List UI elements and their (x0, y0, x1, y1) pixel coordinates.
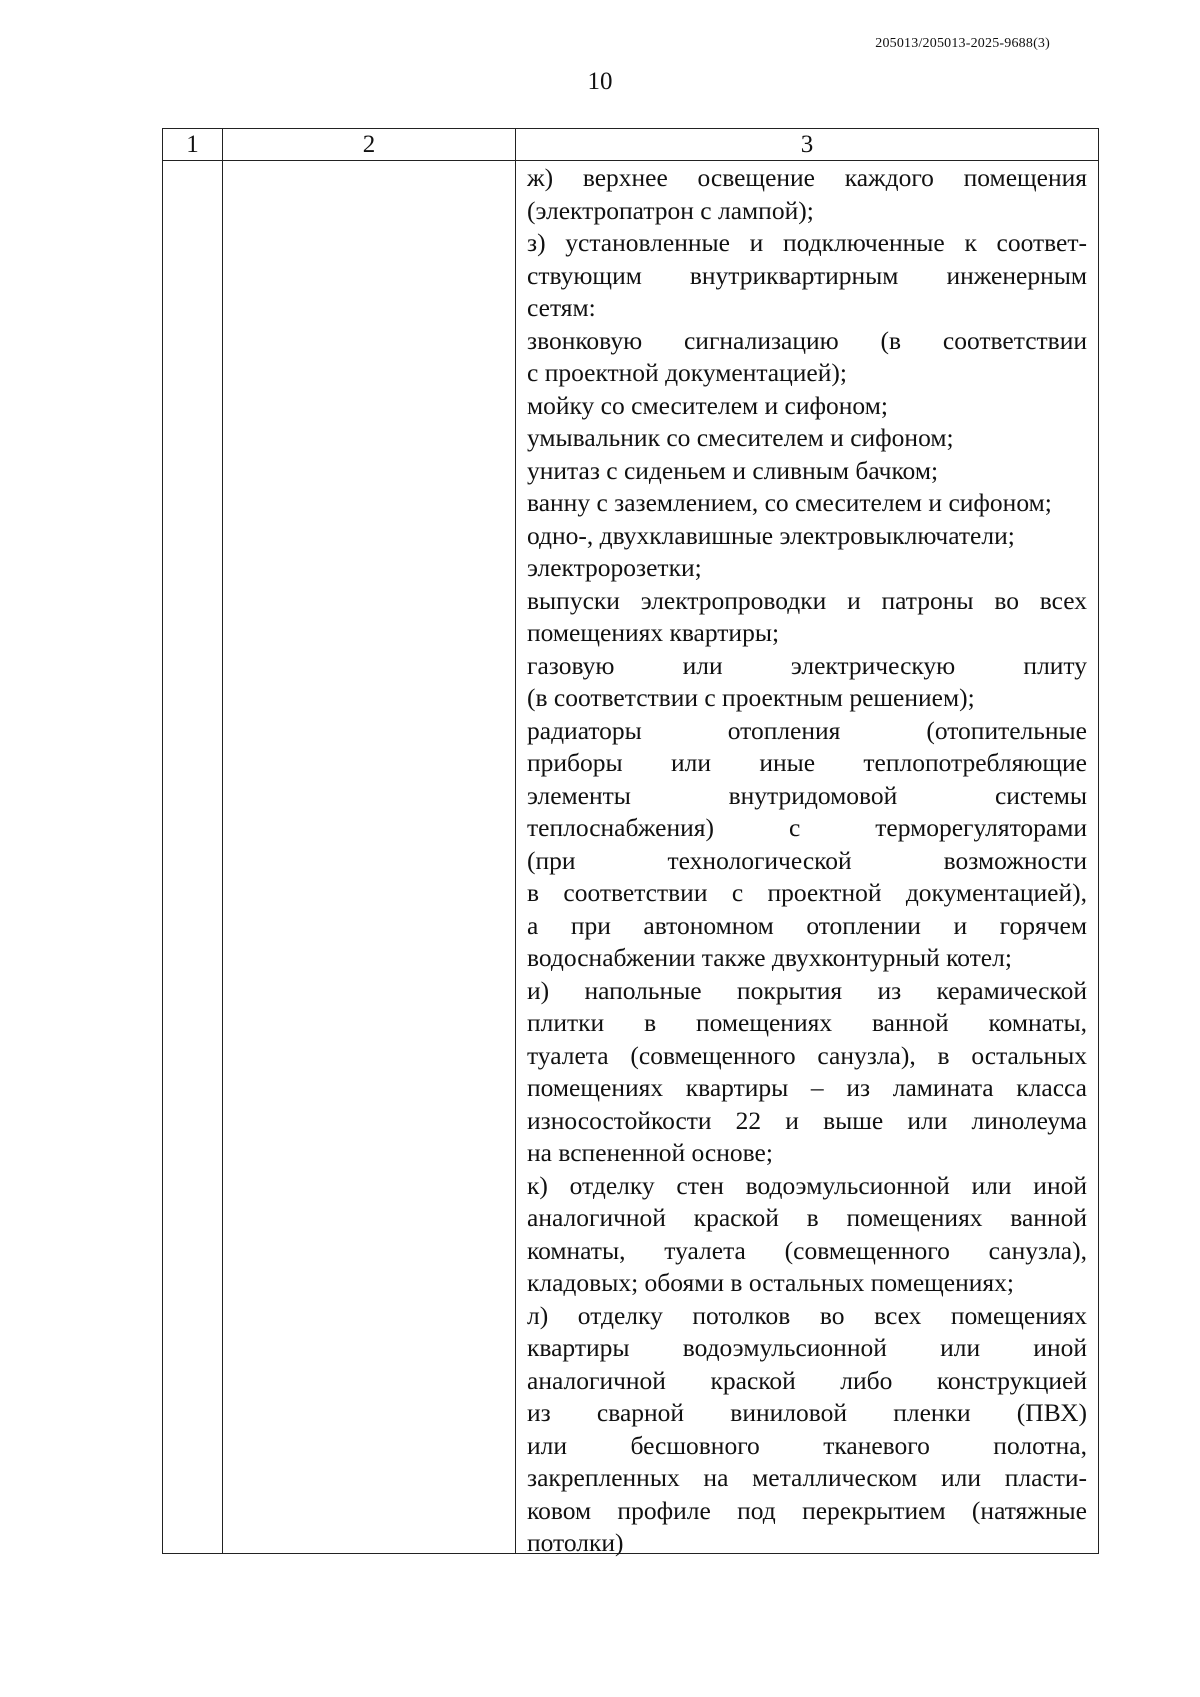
col3-line: радиаторы отопления (отопительные (527, 715, 1087, 745)
col3-line: комнаты, туалета (совмещенного санузла), (527, 1235, 1087, 1265)
col3-line: плитки в помещениях ванной комнаты, (527, 1008, 1087, 1037)
col3-line: элементы внутридомовой системы (527, 780, 1087, 810)
header-col-1: 1 (186, 131, 199, 158)
col3-line: унитаз с сиденьем и сливным бачком; (527, 455, 939, 485)
col3-line: аналогичной краской в помещениях ванной (527, 1203, 1087, 1232)
col3-line: к) отделку стен водоэмульсионной или иной (527, 1170, 1087, 1200)
col3-line: аналогичной краской либо конструкцией (527, 1365, 1087, 1395)
col3-line: квартиры водоэмульсионной или иной (527, 1333, 1087, 1362)
col3-line: з) установленные и подключенные к соответ- (527, 228, 1087, 257)
header-col-2: 2 (362, 131, 376, 158)
col3-line: в соответствии с проектной документацией), (527, 878, 1087, 907)
requirements-table (162, 128, 1099, 1557)
col3-line: потолки) (527, 1528, 624, 1557)
col3-line: одно-, двухклавишные электровыключатели; (527, 520, 1015, 550)
header-col-3: 3 (800, 131, 814, 158)
col3-line: приборы или иные теплопотребляющие (527, 748, 1087, 777)
col3-line: из сварной виниловой пленки (ПВХ) (527, 1398, 1087, 1427)
col3-line: выпуски электропроводки и патроны во всех (527, 585, 1087, 615)
col3-line: закрепленных на металлическом или пласти- (527, 1463, 1087, 1492)
col3-line: а при автономном отоплении и горячем (527, 910, 1087, 940)
col3-line: и) напольные покрытия из керамической (527, 975, 1087, 1005)
col3-line: на вспененной основе; (527, 1138, 773, 1167)
col3-line: помещениях квартиры; (527, 618, 780, 647)
col3-line: теплоснабжения) с терморегуляторами (527, 813, 1087, 842)
col3-line: электророзетки; (527, 553, 702, 582)
col3-line: ковом профиле под перекрытием (натяжные (527, 1495, 1087, 1525)
col3-line: водоснабжении также двухконтурный котел; (527, 943, 1012, 972)
col3-line: ствующим внутриквартирным инженерным (527, 260, 1087, 290)
col3-line: кладовых; обоями в остальных помещениях; (527, 1268, 1014, 1297)
col3-line: или бесшовного тканевого полотна, (527, 1430, 1087, 1460)
col3-line: мойку со смесителем и сифоном; (527, 390, 888, 420)
col3-line: (при технологической возможности (527, 845, 1087, 875)
col3-line: туалета (совмещенного санузла), в остальных (527, 1040, 1087, 1070)
col3-line: ванну с заземлением, со смесителем и сифоном; (527, 488, 1052, 517)
col3-line: с проектной документацией); (527, 358, 847, 387)
page-number: 10 (587, 68, 613, 95)
col3-line: (в соответствии с проектным решением); (527, 683, 975, 712)
col3-line: износостойкости 22 и выше или линолеума (527, 1105, 1087, 1135)
col3-text (527, 162, 1087, 1560)
col3-line: л) отделку потолков во всех помещениях (527, 1300, 1087, 1330)
column-divider-2 (515, 129, 516, 1553)
col3-line: газовую или электрическую плиту (527, 650, 1087, 680)
col3-line: помещениях квартиры – из ламината класса (527, 1073, 1087, 1102)
column-divider-1 (222, 129, 223, 1553)
col3-line: сетям: (527, 293, 596, 322)
header-divider (163, 160, 1098, 161)
col3-line: ж) верхнее освещение каждого помещения (527, 163, 1087, 192)
document-id: 205013/205013-2025-9688(3) (875, 36, 1050, 51)
col3-line: (электропатрон с лампой); (527, 195, 814, 225)
col3-line: звонковую сигнализацию (в соответствии (527, 325, 1087, 355)
col3-line: умывальник со смесителем и сифоном; (527, 423, 954, 452)
